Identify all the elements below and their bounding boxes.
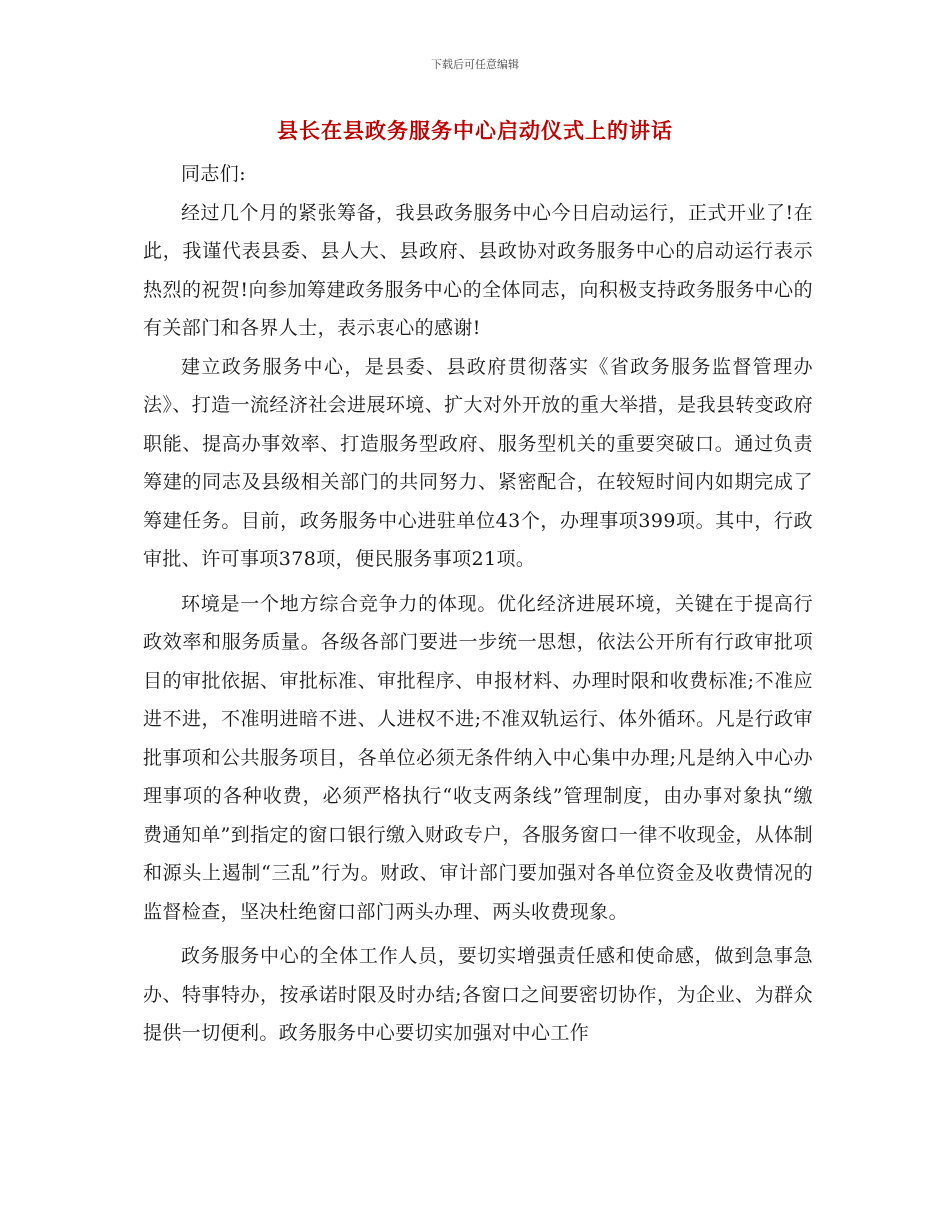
header-note: 下载后可任意编辑: [431, 58, 519, 71]
document-title: 县长在县政务服务中心启动仪式上的讲话: [277, 118, 673, 143]
document-body: [143, 155, 813, 1053]
paragraph-4: 政务服务中心的全体工作人员，要切实增强责任感和使命感，做到急事急办、特事特办，按承诺时限及时办结;各窗口之间要密切协作，为企业、为群众提供一切便利。政务服务中心要切实加强对中心工作: [143, 945, 813, 1044]
paragraph-2: 建立政务服务中心，是县委、县政府贯彻落实《省政务服务监督管理办法》、打造一流经济社会进展环境、扩大对外开放的重大举措，是我县转变政府职能、提高办事效率、打造服务型政府、服务型机关的重要突破口。通过负责筹建的同志及县级相关部门的共同努力、紧密配合，在较短时间内如期完成了筹建任务。目前，政务服务中心进驻单位43个，办理事项399项。其中，行政审批、许可事项378项，便民服务事项21项。: [143, 355, 813, 570]
salutation: 同志们:: [181, 163, 247, 185]
paragraph-3: 环境是一个地方综合竞争力的体现。优化经济进展环境，关键在于提高行政效率和服务质量。各级各部门要进一步统一思想，依法公开所有行政审批项目的审批依据、审批标准、审批程序、申报材料、办理时限和收费标准;不准应进不进，不准明进暗不进、人进权不进;不准双轨运行、体外循环。凡是行政审批事项和公共服务项目，各单位必须无条件纳入中心集中办理;凡是纳入中心办理事项的各种收费，必须严格执行“收支两条线”管理制度，由办事对象执“缴费通知单”到指定的窗口银行缴入财政专户，各服务窗口一律不收现金，从体制和源头上遏制“三乱”行为。财政、审计部门要加强对各单位资金及收费情况的监督检查，坚决杜绝窗口部门两头办理、两头收费现象。: [143, 592, 813, 923]
paragraph-1: 经过几个月的紧张筹备，我县政务服务中心今日启动运行，正式开业了!在此，我谨代表县委、县人大、县政府、县政协对政务服务中心的启动运行表示热烈的祝贺!向参加筹建政务服务中心的全体同志，向积极支持政务服务中心的有关部门和各界人士，表示衷心的感谢!: [143, 201, 813, 339]
